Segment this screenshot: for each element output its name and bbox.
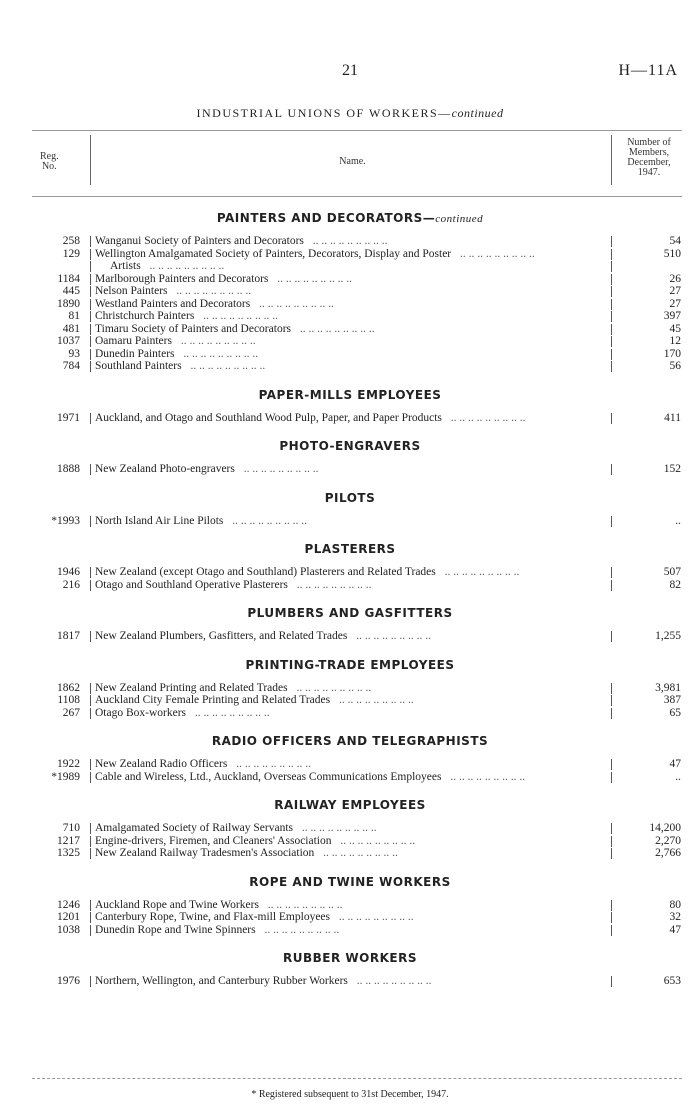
- row-divider: [611, 286, 612, 297]
- leader-dots: .. .. .. .. .. .. .. .. ..: [187, 360, 266, 372]
- section-title: [0, 950, 700, 967]
- table-row: [0, 335, 700, 348]
- section-title-text: PLUMBERS AND GASFITTERS: [247, 606, 453, 620]
- union-name: Dunedin Rope and Twine Spinners .. .. .. .. .. .. .. .. ..: [95, 923, 340, 936]
- reg-number: 1037: [57, 335, 80, 347]
- reg-number: 129: [62, 247, 80, 260]
- reg-number: 1888: [57, 463, 80, 475]
- union-name: Dunedin Painters .. .. .. .. .. .. .. .. ..: [95, 347, 259, 360]
- section-title: [0, 210, 700, 227]
- row-divider: [611, 759, 612, 770]
- section: [0, 950, 700, 988]
- union-name: Cable and Wireless, Ltd., Auckland, Overseas Communications Employees .. .. .. .. .. .. .. .. ..: [95, 770, 526, 783]
- reg-number: 258: [62, 235, 80, 247]
- table-row: [0, 348, 700, 361]
- members-column-header: Number of Members, December, 1947.: [627, 137, 671, 178]
- row-divider: [611, 836, 612, 847]
- member-count: 65: [669, 706, 681, 719]
- leader-dots: .. .. .. .. .. .. .. .. ..: [320, 847, 398, 859]
- member-count: 3,981: [655, 681, 681, 694]
- table-row: [0, 975, 700, 988]
- member-count: 47: [669, 923, 681, 936]
- union-name: New Zealand Printing and Related Trades .. .. .. .. .. .. .. .. ..: [95, 681, 372, 694]
- row-divider: [90, 361, 91, 372]
- row-divider: [611, 336, 612, 347]
- member-count: ..: [675, 514, 681, 527]
- title-main: INDUSTRIAL UNIONS OF WORKERS—: [196, 106, 452, 120]
- row-divider: [611, 516, 612, 527]
- reg-number: 784: [62, 360, 80, 372]
- row-divider: [90, 567, 91, 578]
- reg-number: 1862: [57, 681, 80, 694]
- member-count: 387: [663, 694, 681, 706]
- row-divider: [611, 236, 612, 247]
- reg-number: 1922: [57, 758, 80, 770]
- leader-dots: .. .. .. .. .. .. .. .. ..: [293, 681, 372, 694]
- row-divider: [611, 848, 612, 859]
- member-count: 12: [669, 335, 681, 347]
- row-divider: [611, 464, 612, 475]
- row-divider: [90, 912, 91, 923]
- footer-rule: [32, 1078, 682, 1079]
- row-divider: [90, 823, 91, 834]
- title-continued: continued: [451, 106, 504, 120]
- row-divider: [90, 925, 91, 936]
- table-row: [0, 310, 700, 323]
- leader-dots: .. .. .. .. .. .. .. .. ..: [173, 285, 252, 297]
- leader-dots: .. .. .. .. .. .. .. .. ..: [256, 297, 334, 310]
- row-divider: [90, 708, 91, 719]
- table-row: [0, 412, 700, 425]
- section-title: [0, 657, 700, 674]
- leader-dots: .. .. .. .. .. .. .. .. ..: [309, 235, 388, 247]
- section: [0, 490, 700, 528]
- row-divider: [90, 759, 91, 770]
- leader-dots: .. .. .. .. .. .. .. .. ..: [337, 834, 416, 847]
- row-divider: [90, 683, 91, 694]
- section-title-text: ROPE AND TWINE WORKERS: [249, 874, 451, 889]
- row-divider: [90, 580, 91, 591]
- page-reference: H—11A: [618, 62, 678, 79]
- union-name: Wellington Amalgamated Society of Painters, Decorators, Display and Poster .. .. .. .. .. .. .. .. ..: [95, 247, 535, 260]
- union-name: New Zealand Photo-engravers .. .. .. .. .. .. .. .. ..: [95, 463, 319, 475]
- row-divider: [90, 311, 91, 322]
- table-row: [0, 924, 700, 937]
- section-title: [0, 874, 700, 891]
- table-row: [0, 911, 700, 924]
- leader-dots: .. .. .. .. .. .. .. .. ..: [299, 822, 377, 834]
- row-divider: [611, 695, 612, 706]
- union-name: Otago Box-workers .. .. .. .. .. .. .. .. ..: [95, 706, 270, 719]
- reg-number: 1184: [57, 272, 80, 285]
- leader-dots: .. .. .. .. .. .. .. .. ..: [180, 347, 259, 360]
- table-row: [0, 360, 700, 373]
- leader-dots: .. .. .. .. .. .. .. .. ..: [336, 694, 414, 706]
- name-column-header: Name.: [339, 156, 366, 167]
- leader-dots: .. .. .. .. .. .. .. .. ..: [192, 706, 270, 719]
- leader-dots: .. .. .. .. .. .. .. .. ..: [441, 566, 520, 578]
- reg-number: 1971: [57, 411, 80, 424]
- table-row: [0, 835, 700, 848]
- union-name: Amalgamated Society of Railway Servants .. .. .. .. .. .. .. .. ..: [95, 822, 377, 834]
- member-count: ..: [675, 770, 681, 783]
- leader-dots: .. .. .. .. .. .. .. .. ..: [264, 898, 343, 911]
- row-divider: [90, 772, 91, 783]
- row-divider: [90, 336, 91, 347]
- reg-number: 481: [62, 322, 80, 335]
- reg-number: 1217: [57, 834, 80, 847]
- row-divider: [90, 848, 91, 859]
- section-title: [0, 438, 700, 455]
- section-title: [0, 733, 700, 750]
- table-row: [0, 298, 700, 311]
- reg-number: 1976: [57, 975, 80, 987]
- section-title: [0, 490, 700, 507]
- table-row: [0, 323, 700, 336]
- table-row: [0, 285, 700, 298]
- table-row: [0, 758, 700, 771]
- row-divider: [611, 823, 612, 834]
- section-title-text: PAPER-MILLS EMPLOYEES: [258, 387, 442, 402]
- reg-number: 1108: [57, 694, 80, 706]
- leader-dots: .. .. .. .. .. .. .. .. ..: [240, 463, 319, 475]
- reg-number: 1817: [57, 630, 80, 642]
- row-divider: [90, 464, 91, 475]
- row-divider: [90, 274, 91, 285]
- row-divider: [90, 836, 91, 847]
- row-divider: [611, 900, 612, 911]
- section-title-text: PLASTERERS: [304, 542, 396, 556]
- leader-dots: .. .. .. .. .. .. .. .. ..: [200, 310, 278, 322]
- row-divider: [90, 286, 91, 297]
- table-row: [0, 463, 700, 476]
- section-title-text: RUBBER WORKERS: [283, 951, 417, 965]
- reg-number: 1038: [57, 923, 80, 936]
- document-title: [0, 106, 700, 121]
- table-row: [0, 273, 700, 286]
- reg-number: 1325: [57, 847, 80, 859]
- leader-dots: .. .. .. .. .. .. .. .. ..: [353, 630, 431, 642]
- row-divider: [611, 249, 612, 260]
- reg-number: 1890: [57, 297, 80, 310]
- reg-number: *1989: [51, 770, 80, 783]
- leader-dots: .. .. .. .. .. .. .. .. ..: [447, 770, 526, 783]
- section: [0, 657, 700, 720]
- leader-dots: .. .. .. .. .. .. .. .. ..: [261, 923, 340, 936]
- row-divider: [611, 772, 612, 783]
- union-name: Wanganui Society of Painters and Decorators .. .. .. .. .. .. .. .. ..: [95, 235, 388, 247]
- row-divider: [611, 299, 612, 310]
- reg-number: 267: [62, 706, 80, 719]
- row-divider: [611, 274, 612, 285]
- section: [0, 210, 700, 373]
- section: [0, 874, 700, 937]
- section-title-text: RAILWAY EMPLOYEES: [274, 798, 426, 812]
- row-divider: [90, 976, 91, 987]
- reg-number: 1246: [57, 898, 80, 911]
- row-divider: [90, 236, 91, 247]
- reg-number: 93: [68, 347, 80, 360]
- row-divider: [611, 261, 612, 272]
- member-count: 14,200: [649, 822, 681, 834]
- member-count: 397: [663, 310, 681, 322]
- leader-dots: .. .. .. .. .. .. .. .. ..: [457, 247, 535, 260]
- row-divider: [90, 516, 91, 527]
- member-count: 2,270: [655, 834, 681, 847]
- table-row: [0, 579, 700, 592]
- table-row: [0, 515, 700, 528]
- union-name: Auckland, and Otago and Southland Wood Pulp, Paper, and Paper Products .. .. .. .. .. .. .. .. ..: [95, 411, 526, 424]
- member-count: 510: [663, 247, 681, 260]
- table-row: [0, 682, 700, 695]
- leader-dots: .. .. .. .. .. .. .. .. ..: [233, 758, 311, 770]
- leader-dots: .. .. .. .. .. .. .. .. ..: [274, 272, 353, 285]
- union-name: New Zealand Railway Tradesmen's Association .. .. .. .. .. .. .. .. ..: [95, 847, 398, 859]
- reg-number: 1201: [57, 911, 80, 923]
- union-register-body: [0, 210, 700, 1002]
- section: [0, 541, 700, 591]
- union-name: Westland Painters and Decorators .. .. .. .. .. .. .. .. ..: [95, 297, 334, 310]
- table-row: [0, 847, 700, 860]
- section: [0, 797, 700, 860]
- section-title-text: PHOTO-ENGRAVERS: [279, 439, 421, 453]
- leader-dots: .. .. .. .. .. .. .. .. ..: [229, 514, 308, 527]
- leader-dots: .. .. .. .. .. .. .. .. ..: [447, 411, 526, 424]
- member-count: 26: [669, 272, 681, 285]
- union-name: Northern, Wellington, and Canterbury Rubber Workers .. .. .. .. .. .. .. .. ..: [95, 975, 432, 987]
- row-divider: [90, 249, 91, 260]
- union-name: Oamaru Painters .. .. .. .. .. .. .. .. ..: [95, 335, 256, 347]
- row-divider: [611, 925, 612, 936]
- union-name: New Zealand Plumbers, Gasfitters, and Related Trades .. .. .. .. .. .. .. .. ..: [95, 630, 431, 642]
- leader-dots: .. .. .. .. .. .. .. .. ..: [293, 578, 372, 591]
- row-divider: [90, 299, 91, 310]
- union-name: Engine-drivers, Firemen, and Cleaners' Association .. .. .. .. .. .. .. .. ..: [95, 834, 416, 847]
- section-title: [0, 387, 700, 404]
- union-name: Otago and Southland Operative Plasterers .. .. .. .. .. .. .. .. ..: [95, 578, 372, 591]
- reg-column-header: Reg. No.: [40, 151, 59, 172]
- row-divider: [90, 695, 91, 706]
- table-row: [0, 694, 700, 707]
- header-divider-right: [611, 135, 612, 185]
- table-row: [0, 630, 700, 643]
- row-divider: [611, 580, 612, 591]
- reg-number: 216: [62, 578, 80, 591]
- member-count: 27: [669, 285, 681, 297]
- table-row: [0, 899, 700, 912]
- section-title-continued: continued: [435, 213, 484, 225]
- member-count: 54: [669, 235, 681, 247]
- union-name: Auckland Rope and Twine Workers .. .. .. .. .. .. .. .. ..: [95, 898, 343, 911]
- row-divider: [611, 631, 612, 642]
- member-count: 27: [669, 297, 681, 310]
- union-name: Timaru Society of Painters and Decorators .. .. .. .. .. .. .. .. ..: [95, 322, 375, 335]
- row-divider: [90, 413, 91, 424]
- section-title: [0, 605, 700, 622]
- reg-number: 445: [62, 285, 80, 297]
- row-divider: [611, 349, 612, 360]
- section-title-text: PILOTS: [324, 490, 376, 505]
- reg-number: *1993: [51, 514, 80, 527]
- row-divider: [611, 683, 612, 694]
- section: [0, 438, 700, 476]
- page-number: 21: [342, 62, 358, 79]
- row-divider: [611, 324, 612, 335]
- member-count: 1,255: [655, 630, 681, 642]
- union-name: Canterbury Rope, Twine, and Flax-mill Employees .. .. .. .. .. .. .. .. ..: [95, 911, 414, 923]
- section-title-text: PRINTING-TRADE EMPLOYEES: [245, 657, 455, 672]
- member-count: 80: [669, 898, 681, 911]
- table-row: [0, 822, 700, 835]
- row-divider: [90, 349, 91, 360]
- table-row: [0, 248, 700, 261]
- leader-dots: .. .. .. .. .. .. .. .. ..: [146, 260, 225, 272]
- member-count: 152: [663, 463, 681, 475]
- union-name: Nelson Painters .. .. .. .. .. .. .. .. ..: [95, 285, 252, 297]
- row-divider: [611, 912, 612, 923]
- row-divider: [90, 900, 91, 911]
- table-row: [0, 771, 700, 784]
- leader-dots: .. .. .. .. .. .. .. .. ..: [353, 975, 432, 987]
- member-count: 47: [669, 758, 681, 770]
- member-count: 32: [669, 911, 681, 923]
- member-count: 507: [663, 566, 681, 578]
- member-count: 653: [663, 975, 681, 987]
- member-count: 82: [669, 578, 681, 591]
- union-name: Southland Painters .. .. .. .. .. .. .. .. ..: [95, 360, 266, 372]
- leader-dots: .. .. .. .. .. .. .. .. ..: [177, 335, 256, 347]
- row-divider: [611, 976, 612, 987]
- row-divider: [611, 567, 612, 578]
- member-count: 411: [664, 411, 681, 424]
- section-title: [0, 797, 700, 814]
- table-row-continuation: [0, 260, 700, 273]
- row-divider: [611, 361, 612, 372]
- member-count: 2,766: [655, 847, 681, 859]
- leader-dots: .. .. .. .. .. .. .. .. ..: [336, 911, 414, 923]
- section: [0, 387, 700, 425]
- section-title-text: PAINTERS AND DECORATORS—: [216, 211, 436, 225]
- row-divider: [90, 324, 91, 335]
- union-name-continued: Artists .. .. .. .. .. .. .. .. ..: [110, 260, 225, 272]
- union-name: New Zealand (except Otago and Southland) Plasterers and Related Trades .. .. .. .. .. .. .. .. ..: [95, 566, 520, 578]
- section: [0, 733, 700, 783]
- section-title-text: RADIO OFFICERS AND TELEGRAPHISTS: [211, 734, 489, 748]
- row-divider: [611, 311, 612, 322]
- member-count: 56: [669, 360, 681, 372]
- union-name: New Zealand Radio Officers .. .. .. .. .. .. .. .. ..: [95, 758, 311, 770]
- table-row: [0, 235, 700, 248]
- row-divider: [90, 261, 91, 272]
- reg-number: 81: [68, 310, 80, 322]
- member-count: 45: [669, 322, 681, 335]
- header-rule-bottom: [32, 196, 682, 197]
- union-name: Christchurch Painters .. .. .. .. .. .. .. .. ..: [95, 310, 278, 322]
- footnote: * Registered subsequent to 31st December, 1947.: [251, 1089, 449, 1100]
- union-name: Marlborough Painters and Decorators .. .. .. .. .. .. .. .. ..: [95, 272, 353, 285]
- member-count: 170: [663, 347, 681, 360]
- union-name: North Island Air Line Pilots .. .. .. .. .. .. .. .. ..: [95, 514, 308, 527]
- header-rule-top: [32, 130, 682, 131]
- row-divider: [611, 413, 612, 424]
- section: [0, 605, 700, 643]
- leader-dots: .. .. .. .. .. .. .. .. ..: [297, 322, 375, 335]
- reg-number: 710: [62, 822, 80, 834]
- table-row: [0, 707, 700, 720]
- header-divider-left: [90, 135, 91, 185]
- union-name: Auckland City Female Printing and Related Trades .. .. .. .. .. .. .. .. ..: [95, 694, 414, 706]
- row-divider: [611, 708, 612, 719]
- table-row: [0, 566, 700, 579]
- row-divider: [90, 631, 91, 642]
- reg-number: 1946: [57, 566, 80, 578]
- section-title: [0, 541, 700, 558]
